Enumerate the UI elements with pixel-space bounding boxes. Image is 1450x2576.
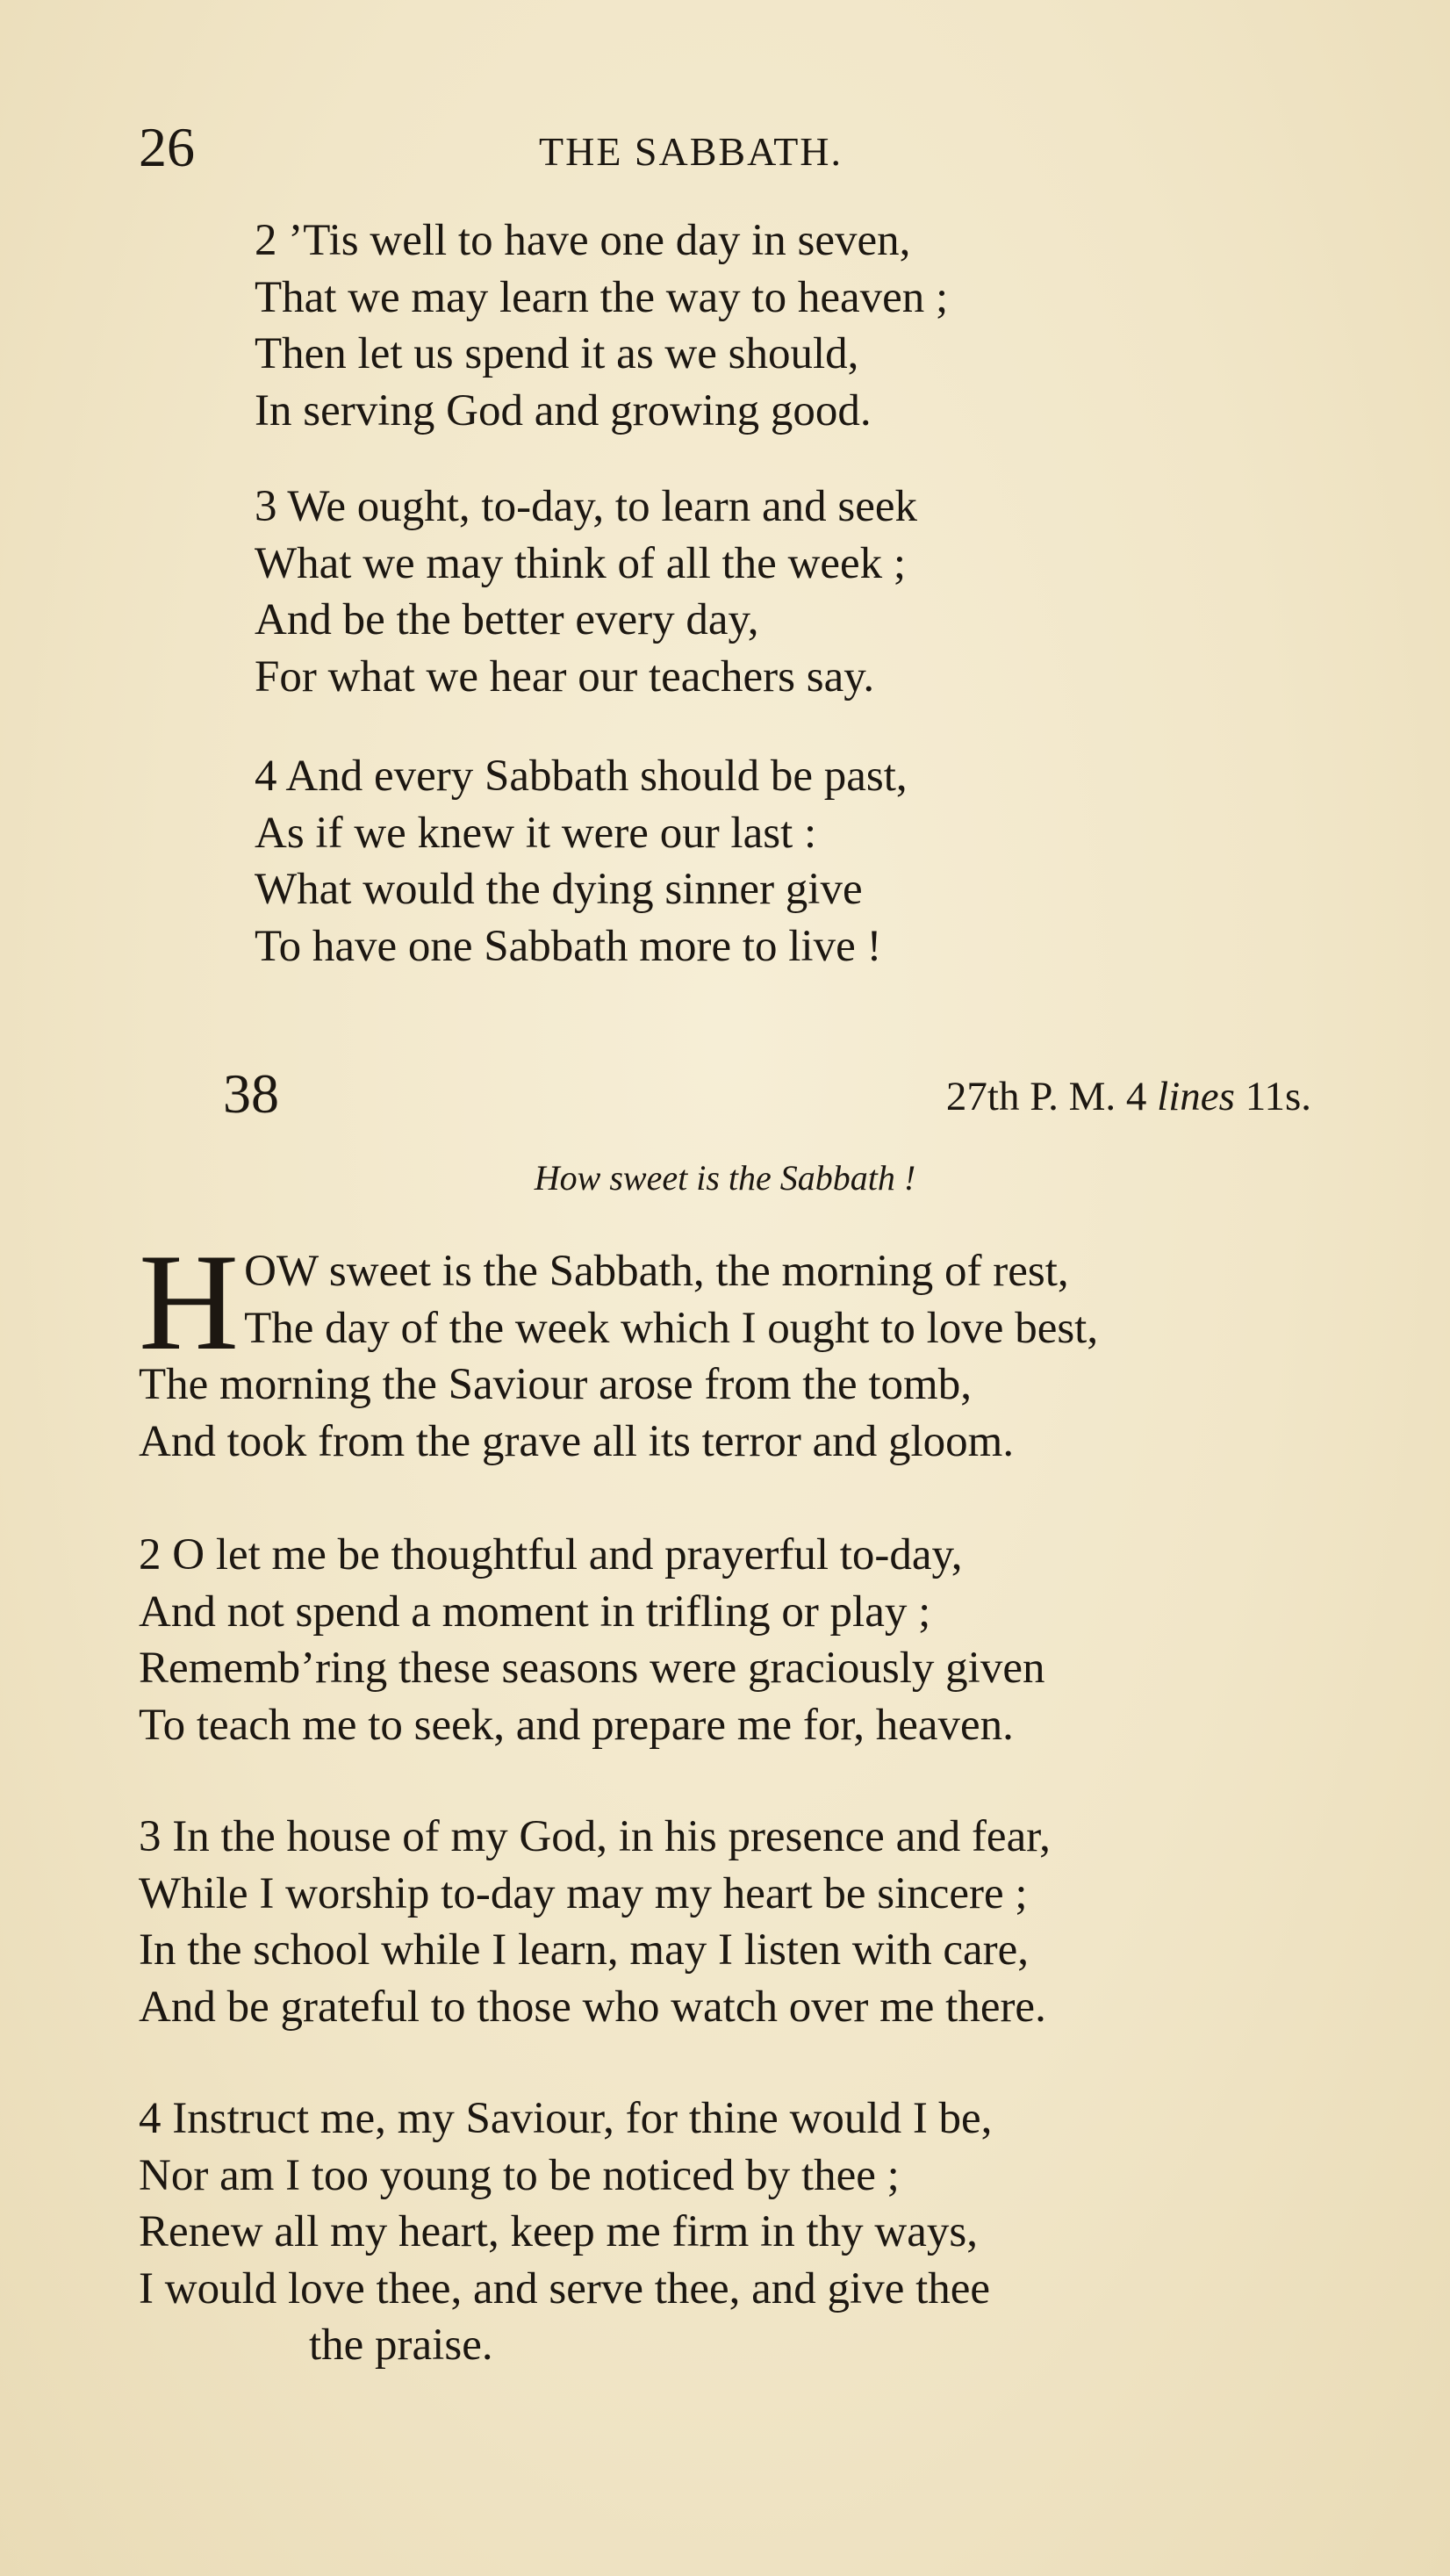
verse-line: While I worship to-day may my heart be sincere ; <box>139 1868 1028 1918</box>
meter-lines: lines <box>1157 1074 1235 1119</box>
verse-line: To have one Sabbath more to live ! <box>255 921 882 971</box>
verse-line: 4 Instruct me, my Saviour, for thine would I be, <box>139 2094 993 2143</box>
verse-line-continuation: the praise. <box>309 2321 493 2370</box>
stanza-4-hymn-38 <box>139 2090 992 2374</box>
verse-line: In serving God and growing good. <box>255 385 872 435</box>
verse-line: Nor am I too young to be noticed by thee ; <box>139 2150 900 2200</box>
verse-line: The day of the week which I ought to love best, <box>244 1303 1099 1353</box>
running-title: THE SABBATH. <box>539 129 843 174</box>
stanza-2-hymn-37 <box>255 212 948 439</box>
verse-line: The morning the Saviour arose from the tomb, <box>139 1360 972 1409</box>
verse-line: And be the better every day, <box>255 595 759 644</box>
verse-line: To teach me to seek, and prepare me for, heaven. <box>139 1700 1014 1750</box>
verse-line: 3 In the house of my God, in his presence and fear, <box>139 1812 1051 1861</box>
verse-line: What would the dying sinner give <box>255 865 863 914</box>
hymn-number: 38 <box>223 1062 279 1125</box>
stanza-3-hymn-37 <box>255 479 917 705</box>
verse-line: Then let us spend it as we should, <box>255 329 859 378</box>
meter-suffix: 11s. <box>1234 1074 1311 1119</box>
stanza-3-hymn-38 <box>139 1809 1051 2035</box>
verse-line: That we may learn the way to heaven ; <box>255 272 949 322</box>
stanza-4-hymn-37 <box>255 748 908 975</box>
verse-line: I would love thee, and serve thee, and give thee <box>139 2263 991 2313</box>
verse-line: OW sweet is the Sabbath, the morning of rest, <box>244 1247 1069 1296</box>
verse-line: And took from the grave all its terror and gloom. <box>139 1416 1015 1466</box>
page-number: 26 <box>139 116 195 178</box>
verse-line: And be grateful to those who watch over me there. <box>139 1982 1046 2032</box>
verse-line: What we may think of all the week ; <box>255 538 907 588</box>
stanza-2-hymn-38 <box>139 1527 1044 1753</box>
running-head <box>139 112 1332 183</box>
verse-line: 2 O let me be thoughtful and prayerful to-day, <box>139 1530 963 1579</box>
verse-line: Rememb’ring these seasons were graciously given <box>139 1644 1045 1693</box>
stanza-1-hymn-38 <box>139 1226 1099 1470</box>
verse-line: 3 We ought, to-day, to learn and seek <box>255 482 918 531</box>
verse-line: For what we hear our teachers say. <box>255 651 875 702</box>
hymn-meter <box>946 1066 1311 1127</box>
verse-line: 4 And every Sabbath should be past, <box>255 752 908 801</box>
verse-line: 2 ’Tis well to have one day in seven, <box>255 216 911 265</box>
verse-line: Renew all my heart, keep me firm in thy ways, <box>139 2207 978 2256</box>
verse-line: As if we knew it were our last : <box>255 808 817 858</box>
hymn-38-heading <box>223 1059 1311 1129</box>
verse-line: And not spend a moment in trifling or play ; <box>139 1587 931 1637</box>
hymn-subtitle: How sweet is the Sabbath ! <box>534 1158 916 1198</box>
meter-prefix: 27th P. M. 4 <box>945 1074 1158 1119</box>
verse-line: In the school while I learn, may I listen with care, <box>139 1925 1029 1975</box>
drop-cap: H <box>139 1226 240 1379</box>
